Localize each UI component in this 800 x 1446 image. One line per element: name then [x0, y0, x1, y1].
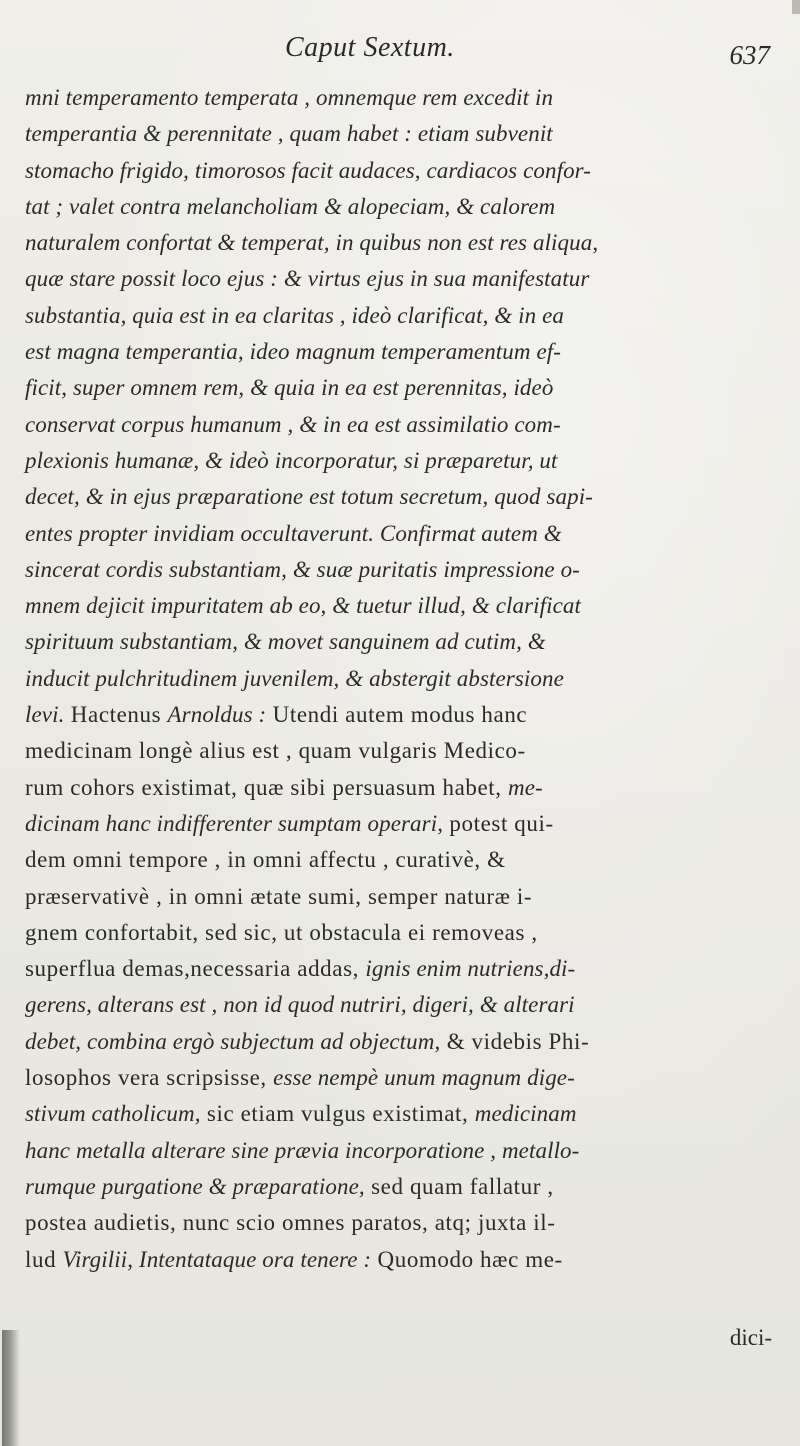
italic-run: ignis enim nutriens,di- [365, 956, 576, 982]
running-title: Caput Sextum. [285, 32, 455, 63]
italic-run: stomacho frigido, timorosos facit audaces, cardiacos confor- [25, 157, 592, 183]
text-line [25, 951, 785, 987]
text-line [25, 334, 785, 370]
italic-run: levi. [25, 702, 65, 728]
italic-run: gerens, alterans est , non id quod nutriri, digeri, & alterari [25, 992, 575, 1018]
roman-run: sed quam fallatur , [364, 1173, 554, 1199]
italic-run: est magna temperantia, ideo magnum temperamentum ef- [25, 339, 562, 365]
roman-run: medicinam longè alius est , quam vulgaris Medico- [25, 738, 526, 764]
text-line [25, 116, 785, 152]
text-line [25, 1169, 785, 1205]
italic-run: Arnoldus : [167, 702, 267, 728]
page-edge-mark [792, 0, 800, 14]
roman-run: potest qui- [443, 810, 554, 836]
text-line [25, 261, 785, 297]
text-line [25, 1024, 785, 1060]
text-line [25, 770, 785, 806]
roman-run: postea audietis, nunc scio omnes paratos, atq; juxta il- [25, 1210, 556, 1236]
italic-run: ficit, super omnem rem, & quia in ea est perennitas, ideò [25, 375, 554, 401]
italic-run: sincerat cordis substantiam, & suæ puritatis impressione o- [25, 556, 580, 582]
roman-run: dem omni tempore , in omni affectu , curativè, & [25, 847, 506, 873]
roman-run: Hactenus [64, 702, 168, 728]
text-line [25, 915, 785, 951]
text-line [25, 225, 785, 261]
italic-run: spirituum substantiam, & movet sanguinem ad cutim, & [25, 629, 546, 655]
binding-shadow [2, 1330, 20, 1446]
text-line [25, 443, 785, 479]
text-line [25, 661, 785, 697]
italic-run: entes propter invidiam occultaverunt. Confirmat autem & [25, 520, 562, 546]
text-line [25, 733, 785, 769]
text-line [25, 879, 785, 915]
italic-run: temperantia & perennitate , quam habet : etiam subvenit [25, 121, 553, 147]
italic-run: hanc metalla alterare sine prævia incorporatione , metallo- [25, 1137, 580, 1163]
italic-run: debet, combina ergò subjectum ad objectum, [25, 1028, 441, 1054]
body-text [25, 80, 785, 1278]
text-line [25, 407, 785, 443]
italic-run: inducit pulchritudinem juvenilem, & abstergit abstersione [25, 665, 564, 691]
roman-run: gnem confortabit, sed sic, ut obstacula ei removeas , [25, 919, 538, 945]
italic-run: Virgilii, Intentataque ora tenere : [62, 1246, 372, 1272]
text-line [25, 479, 785, 515]
catchword: dici- [729, 1325, 772, 1350]
roman-run: superflua demas,necessaria addas, [25, 956, 366, 982]
italic-run: tat ; valet contra melancholiam & alopeciam, & calorem [25, 193, 556, 219]
text-line [25, 1205, 785, 1241]
text-line [25, 516, 785, 552]
text-line [25, 370, 785, 406]
italic-run: mnem dejicit impuritatem ab eo, & tuetur illud, & clarificat [25, 593, 582, 619]
text-line [25, 624, 785, 660]
italic-run: medicinam [474, 1101, 577, 1127]
text-line [25, 806, 785, 842]
italic-run: dicinam hanc indifferenter sumptam operari, [25, 810, 444, 836]
text-line [25, 842, 785, 878]
italic-run: substantia, quia est in ea claritas , ideò clarificat, & in ea [25, 302, 564, 328]
italic-run: esse nempè unum magnum dige- [273, 1065, 575, 1091]
text-line [25, 1133, 785, 1169]
roman-run: rum cohors existimat, quæ sibi persuasum habet, [25, 774, 508, 800]
italic-run: mni temperamento temperata , omnemque rem excedit in [25, 85, 554, 110]
italic-run: naturalem confortat & temperat, in quibus non est res aliqua, [25, 230, 599, 256]
roman-run: sic etiam vulgus existimat, [200, 1101, 475, 1127]
italic-run: stivum catholicum, [25, 1101, 201, 1127]
roman-run: losophos vera scripsisse, [25, 1065, 274, 1091]
text-line [25, 697, 785, 733]
italic-run: conservat corpus humanum , & in ea est assimilatio com- [25, 411, 561, 437]
text-line [25, 588, 785, 624]
roman-run: Utendi autem modus hanc [266, 702, 528, 728]
roman-run: præservativè , in omni ætate sumi, semper naturæ i- [25, 883, 533, 909]
text-line [25, 80, 785, 116]
page-number: 637 [729, 40, 770, 70]
italic-run: plexionis humanæ, & ideò incorporatur, si præparetur, ut [25, 447, 558, 473]
text-line [25, 189, 785, 225]
page-header [0, 30, 800, 76]
italic-run: quæ stare possit loco ejus : & virtus ejus in sua manifestatur [25, 266, 590, 292]
roman-run: & videbis Phi- [440, 1028, 590, 1054]
roman-run: Quomodo hæc me- [371, 1246, 563, 1272]
text-line [25, 1060, 785, 1096]
text-line [25, 552, 785, 588]
text-line [25, 1096, 785, 1132]
italic-run: rumque purgatione & præparatione, [25, 1173, 365, 1199]
italic-run: me- [507, 774, 543, 800]
text-line [25, 1242, 785, 1278]
italic-run: decet, & in ejus præparatione est totum secretum, quod sapi- [25, 484, 593, 510]
roman-run: lud [25, 1246, 63, 1272]
text-line [25, 987, 785, 1023]
text-line [25, 298, 785, 334]
text-line [25, 153, 785, 189]
